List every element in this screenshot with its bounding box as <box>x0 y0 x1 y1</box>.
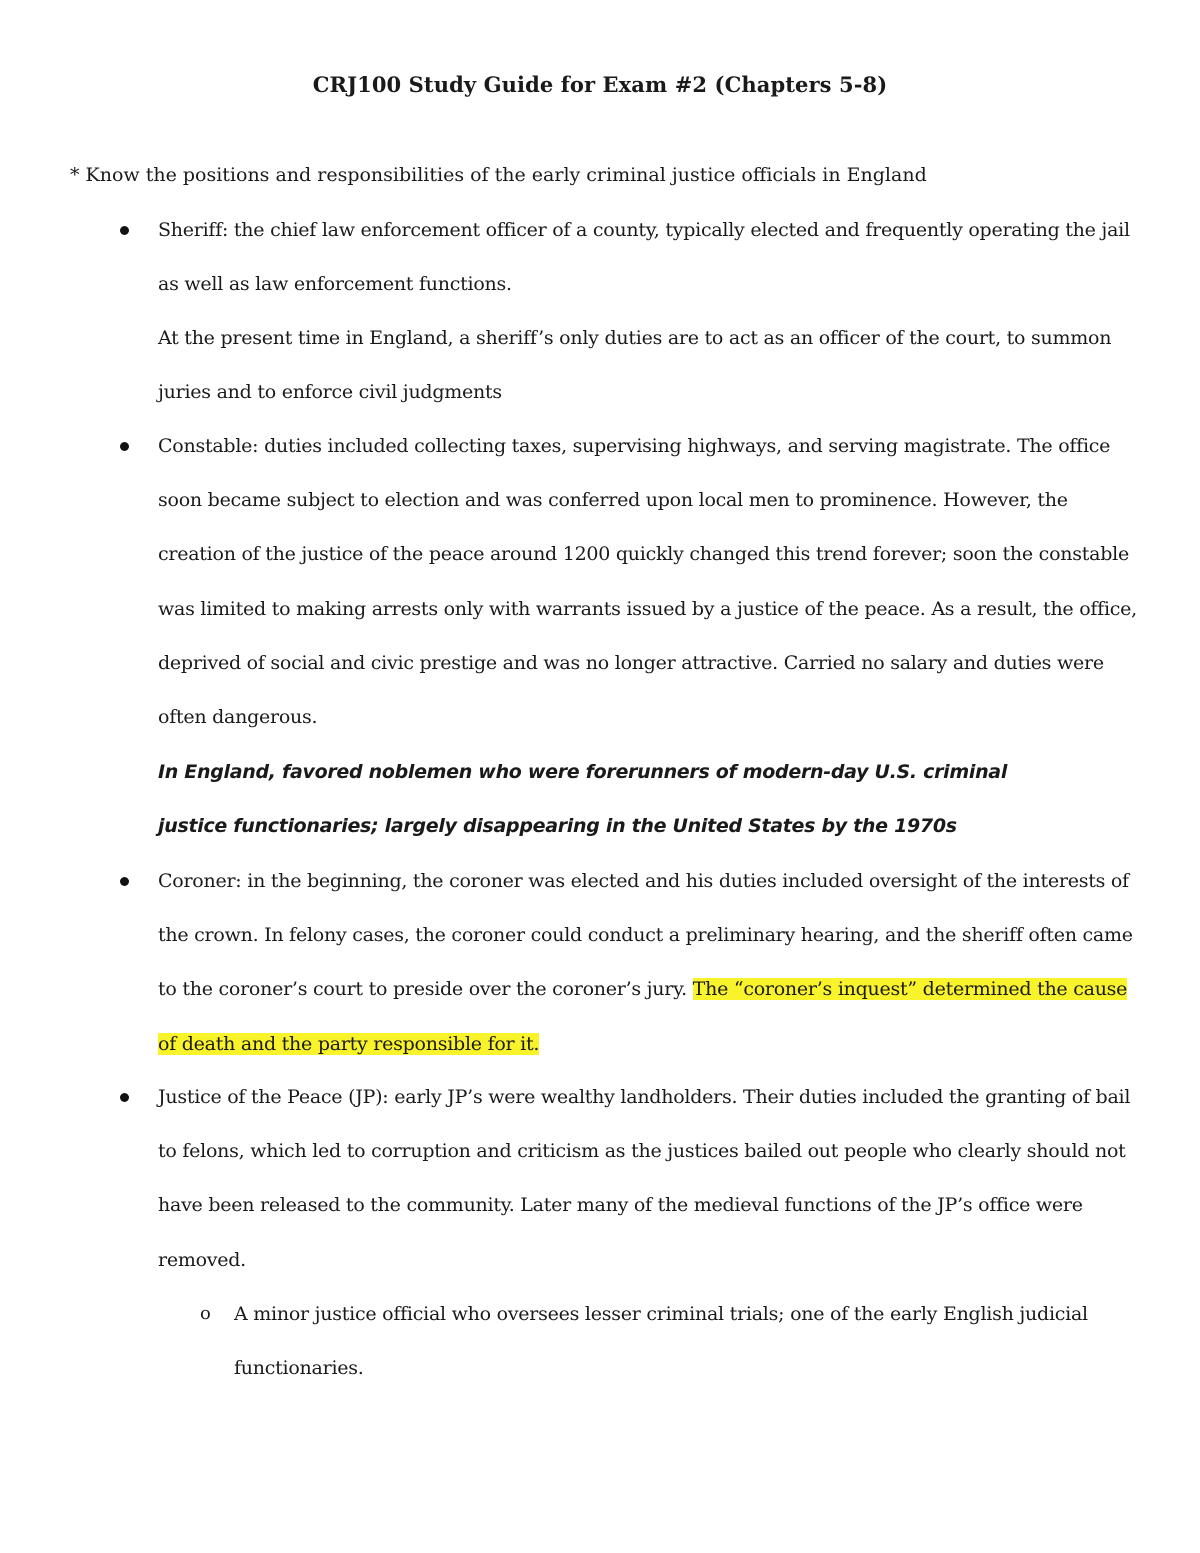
jp-paragraph: Justice of the Peace (JP): early JP’s were wealthy landholders. Their duties included the granting of bail to felons, which led to corruption and criticism as the justices bailed out people who clearly should not have been released to the community. Later many of the medieval functions of the JP’s office were removed. <box>158 1086 1131 1271</box>
sub-bullet-marker: o <box>200 1303 211 1324</box>
bullet-icon <box>120 442 129 451</box>
constable-note: In England, favored noblemen who were forerunners of modern-day U.S. criminal justice functionaries; largely disappearing in the United States by the 1970s <box>158 761 1008 838</box>
coroner-paragraph <box>158 854 1138 1071</box>
constable-paragraph: Constable: duties included collecting taxes, supervising highways, and serving magistrate. The office soon became subject to election and was conferred upon local men to prominence. However, the creation of the justice of the peace around 1200 quickly changed this trend forever; soon the constable was limited to making arrests only with warrants issued by a justice of the peace. As a result, the office, deprived of social and civic prestige and was no longer attractive. Carried no salary and duties were often dangerous. <box>158 435 1137 729</box>
intro-line: * Know the positions and responsibilities of the early criminal justice officials in England <box>70 164 927 186</box>
sheriff-paragraph: Sheriff: the chief law enforcement officer of a county, typically elected and frequently operating the jail as well as law enforcement functions. <box>158 219 1130 296</box>
bullet-icon <box>120 1093 129 1102</box>
bullet-icon <box>120 877 129 886</box>
coroner-text: Coroner: in the beginning, the coroner was elected and his duties included oversight of the interests of the crown. In felony cases, the coroner could conduct a preliminary hearing, and the sheriff often came to the coroner’s court to preside over the coroner’s jury. <box>158 870 1133 1001</box>
coroner-highlight: The “coroner’s inquest” determined the cause of death and the party responsible for it. <box>158 978 1128 1055</box>
page-title: CRJ100 Study Guide for Exam #2 (Chapters 5-8) <box>312 72 888 97</box>
jp-sub-paragraph: A minor justice official who oversees lesser criminal trials; one of the early English judicial functionaries. <box>234 1303 1088 1380</box>
bullet-icon <box>120 226 129 235</box>
sheriff-extra-paragraph: At the present time in England, a sheriff’s only duties are to act as an officer of the court, to summon juries and to enforce civil judgments <box>158 327 1112 404</box>
